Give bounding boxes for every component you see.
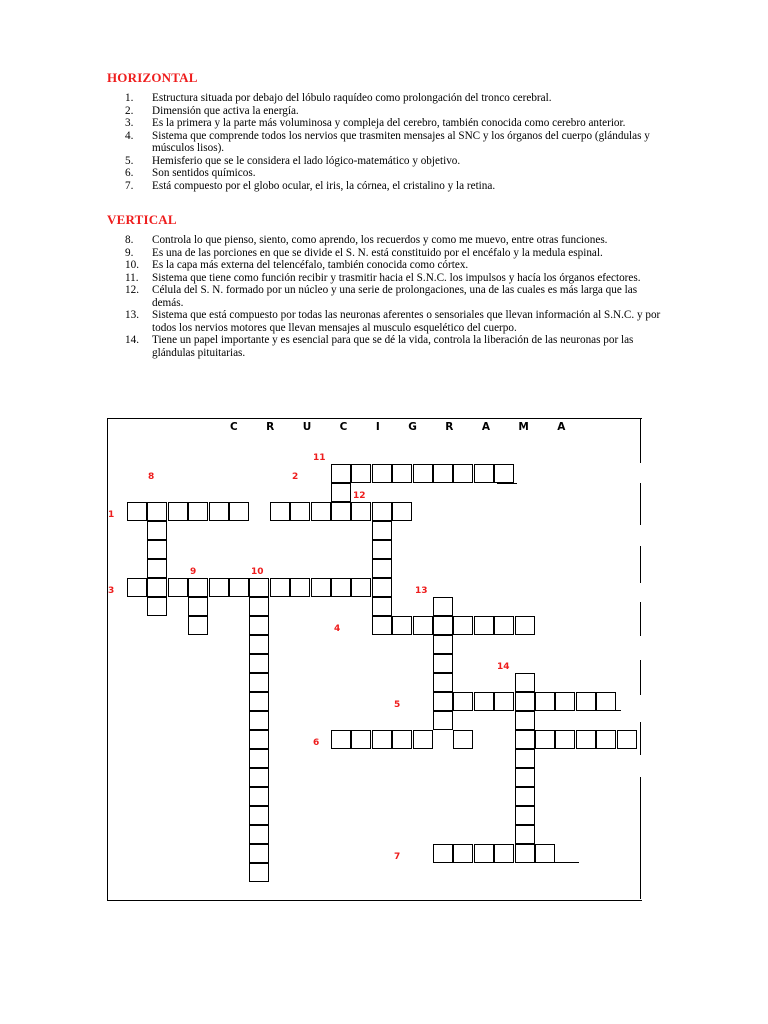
crossword-cell-down-14[interactable] [515, 825, 535, 844]
crossword-cell-down-14[interactable] [515, 806, 535, 825]
clue-number: 11. [125, 271, 139, 284]
crossword-cell-across-3[interactable] [188, 578, 208, 597]
crossword-cell-down-14[interactable] [515, 787, 535, 806]
clue-number-label: 12 [353, 491, 366, 501]
crossword-cell-across-11[interactable] [351, 464, 371, 483]
crossword-cell-across-3[interactable] [229, 578, 249, 597]
clue-text: Es una de las porciones en que se divide el S. N. está constituido por el encéfalo y la medula espinal. [152, 246, 603, 259]
crossword-cell-down-10[interactable] [249, 863, 269, 882]
clue-number-label: 1 [108, 510, 115, 520]
crossword-cell-across-1[interactable] [209, 502, 229, 521]
clue-item [107, 180, 667, 193]
crossword-cell-down-10[interactable] [249, 673, 269, 692]
vertical-heading: VERTICAL [107, 212, 177, 227]
crossword-cell-across-5[interactable] [494, 692, 514, 711]
crossword-cell-across-5[interactable] [535, 692, 555, 711]
crossword-cell-across-1[interactable] [168, 502, 188, 521]
crossword-cell-across-1[interactable] [188, 502, 208, 521]
clue-text: Hemisferio que se le considera el lado lógico-matemático y objetivo. [152, 154, 461, 167]
puzzle-title: C R U C I G R A M A [230, 421, 578, 433]
clue-number: 4. [125, 129, 134, 142]
clue-number: 6. [125, 167, 134, 179]
crossword-cell-down-12[interactable] [372, 540, 392, 559]
crossword-cell-down-14[interactable] [515, 711, 535, 730]
crossword-cell-across-4[interactable] [392, 616, 412, 635]
crossword-cell-across-6[interactable] [555, 730, 575, 749]
frame-right-border [640, 546, 641, 583]
crossword-cell-across-6[interactable] [413, 730, 433, 749]
crossword-cell-across-7[interactable] [453, 844, 473, 863]
crossword-frame [107, 418, 642, 901]
crossword-cell-down-8[interactable] [147, 540, 167, 559]
clue-item [107, 334, 667, 359]
clue-item [107, 92, 667, 105]
crossword-cell-across-6[interactable] [392, 730, 412, 749]
clue-number: 13. [125, 309, 139, 321]
crossword-cell-across-3[interactable] [249, 578, 269, 597]
crossword-cell-across-3[interactable] [168, 578, 188, 597]
crossword-cell-down-9[interactable] [188, 616, 208, 635]
crossword-cell-down-10[interactable] [249, 749, 269, 768]
crossword-cell-across-11[interactable] [494, 464, 514, 483]
crossword-cell-across-11[interactable] [372, 464, 392, 483]
crossword-cell-across-3[interactable] [351, 578, 371, 597]
clue-text: Son sentidos químicos. [152, 167, 256, 179]
crossword-cell-down-10[interactable] [249, 635, 269, 654]
crossword-cell-across-11[interactable] [413, 464, 433, 483]
crossword-cell-across-1[interactable] [229, 502, 249, 521]
clue-number-label: 8 [148, 472, 155, 482]
crossword-cell[interactable] [453, 730, 473, 749]
crossword-cell-across-5[interactable] [474, 692, 494, 711]
frame-right-border [640, 483, 641, 525]
crossword-cell-across-6[interactable] [535, 730, 555, 749]
clue-text: Tiene un papel importante y es esencial para que se dé la vida, controla la liberación de las neuronas por las glándulas pituitarias. [152, 334, 634, 359]
crossword-cell-across-3[interactable] [331, 578, 351, 597]
crossword-cell-down-10[interactable] [249, 692, 269, 711]
clue-number-label: 14 [497, 662, 510, 672]
crossword-cell-across-1[interactable] [372, 502, 392, 521]
crossword-cell-across-4[interactable] [494, 616, 514, 635]
crossword-cell-across-11[interactable] [474, 464, 494, 483]
frame-right-border [640, 660, 641, 695]
crossword-cell-down-13[interactable] [433, 711, 453, 730]
crossword-cell-across-6[interactable] [331, 730, 351, 749]
crossword-cell-down-13[interactable] [433, 597, 453, 616]
crossword-cell-across-6[interactable] [351, 730, 371, 749]
crossword-cell-down-13[interactable] [433, 654, 453, 673]
crossword-cell-across-3[interactable] [127, 578, 147, 597]
clue-number-label: 7 [394, 852, 401, 862]
clue-text: Estructura situada por debajo del lóbulo raquídeo como prolongación del tronco cerebral. [152, 92, 552, 104]
frame-right-border [640, 602, 641, 636]
crossword-cell-across-6[interactable] [576, 730, 596, 749]
clue-item [107, 259, 667, 272]
crossword-cell-down-12[interactable] [372, 521, 392, 540]
crossword-cell-across-5[interactable] [576, 692, 596, 711]
crossword-cell-across-7[interactable] [535, 844, 555, 863]
clue-text: Es la primera y la parte más voluminosa y compleja del cerebro, también conocida como cerebro anterior. [152, 117, 626, 129]
crossword-cell-down-10[interactable] [249, 844, 269, 863]
crossword-cell-down-10[interactable] [249, 597, 269, 616]
grid-line [538, 862, 579, 863]
crossword-cell-across-11[interactable] [392, 464, 412, 483]
grid-line [599, 710, 621, 711]
clue-text: Está compuesto por el globo ocular, el iris, la córnea, el cristalino y la retina. [152, 179, 496, 192]
clue-text: Sistema que está compuesto por todas las neuronas aferentes o sensoriales que llevan información al S.N.C. y por todos los nervios motores que llevan mensajes al musculo esquelético del cuerpo. [152, 309, 661, 334]
crossword-cell-down-14[interactable] [515, 730, 535, 749]
crossword-cell-across-1[interactable] [311, 502, 331, 521]
crossword-cell-across-3[interactable] [311, 578, 331, 597]
crossword-cell-across-1[interactable] [270, 502, 290, 521]
crossword-cell-across-11[interactable] [331, 464, 351, 483]
crossword-cell-down-8[interactable] [147, 521, 167, 540]
clue-number-label: 3 [108, 586, 115, 596]
crossword-cell-across-3[interactable] [290, 578, 310, 597]
crossword-cell-down-10[interactable] [249, 806, 269, 825]
crossword-cell-down-8[interactable] [147, 559, 167, 578]
clue-item [107, 130, 667, 155]
crossword-cell-across-1[interactable] [147, 502, 167, 521]
clue-text: Célula del S. N. formado por un núcleo y una serie de prolongaciones, una de las cuales es más larga que las demás. [152, 284, 638, 309]
clue-text: Dimensión que activa la energía. [152, 104, 299, 117]
crossword-cell-across-1[interactable] [392, 502, 412, 521]
crossword-cell-across-6[interactable] [617, 730, 637, 749]
crossword-cell-across-1[interactable] [127, 502, 147, 521]
clue-number: 8. [125, 234, 134, 246]
clue-text: Sistema que comprende todos los nervios que trasmiten mensajes al SNC y los órganos del cuerpo (glándulas y músculos lisos). [152, 129, 650, 154]
clue-item [107, 167, 667, 180]
crossword-cell-across-3[interactable] [209, 578, 229, 597]
clue-item [107, 155, 667, 168]
crossword-cell-across-5[interactable] [453, 692, 473, 711]
crossword-cell-down-10[interactable] [249, 825, 269, 844]
crossword-cell-down-10[interactable] [249, 616, 269, 635]
crossword-cell-across-7[interactable] [494, 844, 514, 863]
clue-item [107, 272, 667, 285]
crossword-cell-down-9[interactable] [188, 597, 208, 616]
crossword-cell-down-8[interactable] [147, 578, 167, 597]
vertical-clue-list [107, 234, 667, 359]
clue-number: 3. [125, 117, 134, 129]
crossword-cell-down-10[interactable] [249, 787, 269, 806]
crossword-cell-across-7[interactable] [433, 844, 453, 863]
crossword-cell-down-11[interactable] [331, 483, 351, 502]
crossword-cell-across-6[interactable] [596, 730, 616, 749]
crossword-cell-across-6[interactable] [372, 730, 392, 749]
horizontal-heading: HORIZONTAL [107, 70, 198, 85]
crossword-cell-down-14[interactable] [515, 844, 535, 863]
crossword-cell-across-5[interactable] [555, 692, 575, 711]
crossword-cell-down-10[interactable] [249, 654, 269, 673]
clue-item [107, 234, 667, 247]
clue-number-label: 5 [394, 700, 401, 710]
clue-number-label: 13 [415, 586, 428, 596]
crossword-cell-across-4[interactable] [515, 616, 535, 635]
crossword-cell-across-11[interactable] [433, 464, 453, 483]
clue-number: 7. [125, 179, 134, 192]
crossword-cell-across-4[interactable] [433, 616, 453, 635]
clue-number: 2. [125, 104, 134, 117]
clue-number-label: 9 [190, 567, 197, 577]
clue-text: Controla lo que pienso, siento, como aprendo, los recuerdos y como me muevo, entre otras funciones. [152, 234, 608, 246]
crossword-cell-across-3[interactable] [270, 578, 290, 597]
crossword-cell-across-5[interactable] [515, 692, 535, 711]
crossword-cell-down-12[interactable] [372, 578, 392, 597]
clue-item [107, 117, 667, 130]
clue-number-label: 10 [251, 567, 264, 577]
clue-number: 9. [125, 246, 134, 259]
clue-number: 10. [125, 259, 139, 271]
clue-item [107, 105, 667, 118]
crossword-cell-across-11[interactable] [453, 464, 473, 483]
crossword-cell-down-10[interactable] [249, 768, 269, 787]
crossword-cell-across-4[interactable] [474, 616, 494, 635]
horizontal-clue-list [107, 92, 667, 192]
clue-number: 1. [125, 92, 134, 104]
clue-item [107, 247, 667, 260]
crossword-cell-across-7[interactable] [474, 844, 494, 863]
crossword-cell-down-14[interactable] [515, 673, 535, 692]
crossword-cell-across-1[interactable] [290, 502, 310, 521]
crossword-cell-down-14[interactable] [515, 768, 535, 787]
crossword-cell-down-14[interactable] [515, 749, 535, 768]
clue-text: Es la capa más externa del telencéfalo, también conocida como córtex. [152, 259, 469, 271]
crossword-cell-down-12[interactable] [372, 616, 392, 635]
crossword-cell-across-1[interactable] [351, 502, 371, 521]
clue-number: 14. [125, 334, 139, 346]
frame-right-border [640, 777, 641, 899]
crossword-cell-across-4[interactable] [413, 616, 433, 635]
crossword-cell-down-12[interactable] [372, 597, 392, 616]
frame-right-border [640, 722, 641, 755]
frame-right-border [640, 418, 641, 463]
clue-item [107, 309, 667, 334]
clue-number: 5. [125, 154, 134, 167]
clue-item [107, 284, 667, 309]
crossword-cell-down-11[interactable] [331, 502, 351, 521]
crossword-cell-down-12[interactable] [372, 559, 392, 578]
crossword-cell-across-5[interactable] [596, 692, 616, 711]
crossword-cell-down-10[interactable] [249, 730, 269, 749]
clue-text: Sistema que tiene como función recibir y trasmitir hacia el S.N.C. los impulsos y hacía los órganos efectores. [152, 271, 641, 284]
clue-number-label: 6 [313, 738, 320, 748]
clue-number-label: 4 [334, 624, 341, 634]
clue-number-label: 11 [313, 453, 326, 463]
crossword-cell-down-8[interactable] [147, 597, 167, 616]
crossword-cell-down-13[interactable] [433, 692, 453, 711]
crossword-cell-across-4[interactable] [453, 616, 473, 635]
crossword-cell-down-13[interactable] [433, 673, 453, 692]
crossword-cell-down-13[interactable] [433, 635, 453, 654]
clue-number: 12. [125, 284, 139, 296]
grid-line [497, 483, 517, 484]
clue-number-label: 2 [292, 472, 299, 482]
crossword-cell-down-10[interactable] [249, 711, 269, 730]
